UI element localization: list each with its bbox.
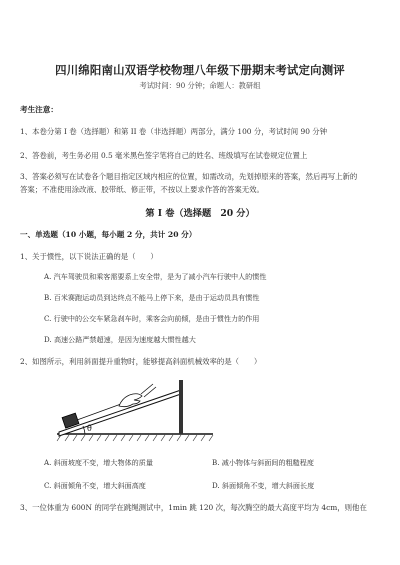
incline-plank — [59, 390, 181, 436]
ground-hatching — [57, 435, 213, 441]
section-heading: 一、单选题（10 小题，每小题 2 分，共计 20 分） — [20, 230, 197, 239]
notice-heading: 考生注意： — [20, 105, 58, 114]
question-2-option-a: A. 斜面坡度不变，增大物体的质量 — [44, 458, 153, 467]
question-3-stem: 3、一位体重为 600N 的同学在跳绳测试中，1min 跳 120 次，每次腾空的最大高度平均为 4cm，则他在 — [20, 503, 367, 512]
notice-item: 答案；不准使用涂改液、胶带纸、修正带，不按以上要求作答的答案无效。 — [20, 185, 264, 194]
notice-item: 1、本卷分第 I 卷（选择题）和第 II 卷（非选择题）两部分，满分 100 分，考试时间 90 分钟 — [20, 127, 328, 136]
question-1-option-d: D. 高速公路严禁超速，是因为速度越大惯性越大 — [44, 335, 196, 344]
notice-item: 3、答案必须写在试卷各个题目指定区域内相应的位置，如需改动，先划掉原来的答案，然后再写上新的 — [20, 172, 358, 181]
question-2-stem: 2、如图所示，利用斜面提升重物时，能够提高斜面机械效率的是（ ） — [20, 357, 262, 366]
notice-item: 2、答卷前，考生务必用 0.5 毫米黑色签字笔将自己的姓名、班级填写在试卷规定位置上 — [20, 151, 308, 160]
question-1-stem: 1、关于惯性，以下说法正确的是（ ） — [20, 252, 158, 261]
question-2-option-c: C. 斜面倾角不变，增大斜面高度 — [44, 481, 146, 490]
question-2-option-b: B. 减小物体与斜面间的粗糙程度 — [212, 458, 314, 467]
question-2-option-d: D. 斜面倾角不变，增大斜面长度 — [212, 481, 315, 490]
part-title: 第 I 卷（选择题 20 分） — [145, 208, 255, 219]
pull-rope — [77, 404, 121, 420]
incline-figure — [55, 370, 215, 444]
question-1-option-b: B. 百米赛跑运动员到达终点不能马上停下来，是由于运动员具有惯性 — [44, 293, 260, 302]
incline-support — [179, 380, 183, 434]
exam-meta: 考试时间：90 分钟；命题人：教研组 — [139, 81, 261, 90]
question-1-option-a: A. 汽车驾驶员和乘客需要系上安全带，是为了减小汽车行驶中人的惯性 — [44, 272, 267, 281]
question-1-option-c: C. 行驶中的公交车紧急刹车时，乘客会向前倾，是由于惯性力的作用 — [44, 314, 260, 323]
angle-label: θ — [87, 424, 92, 433]
exam-title: 四川绵阳南山双语学校物理八年级下册期末考试定向测评 — [55, 63, 345, 77]
